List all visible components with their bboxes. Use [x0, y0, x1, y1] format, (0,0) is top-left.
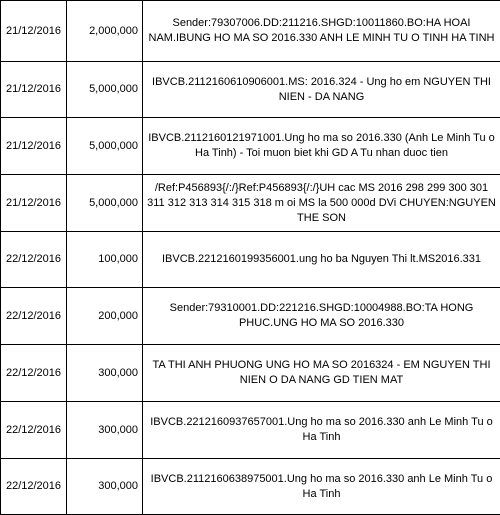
row-description: Sender:79307006.DD:211216.SHGD:10011860.BO:HA HOAI NAM.IBUNG HO MA SO 2016.330 ANH LE MINH TU O TINH HA TINH [143, 1, 500, 62]
row-amount: 100,000 [67, 232, 143, 288]
row-amount: 2,000,000 [67, 1, 143, 62]
row-amount: 300,000 [67, 459, 143, 515]
row-amount: 5,000,000 [67, 118, 143, 175]
row-date: 22/12/2016 [1, 288, 67, 345]
row-description: TA THI ANH PHUONG UNG HO MA SO 2016324 - EM NGUYEN THI NIEN O DA NANG GD TIEN MAT [143, 345, 500, 402]
row-amount: 300,000 [67, 345, 143, 402]
table-row [1, 232, 500, 288]
donation-table-body [1, 1, 500, 515]
row-date: 22/12/2016 [1, 345, 67, 402]
row-description: IBVCB.2112160121971001.Ung ho ma so 2016.330 (Anh Le Minh Tu o Ha Tinh) - Toi muon biet khi GD A Tu nhan duoc tien [143, 118, 500, 175]
row-description: IBVCB.2112160610906001.MS: 2016.324 - Ung ho em NGUYEN THI NIEN - DA NANG [143, 62, 500, 118]
table-row [1, 1, 500, 62]
row-amount: 5,000,000 [67, 62, 143, 118]
row-description: Sender:79310001.DD:221216.SHGD:10004988.BO:TA HONG PHUC.UNG HO MA SO 2016.330 [143, 288, 500, 345]
row-date: 21/12/2016 [1, 62, 67, 118]
row-description: /Ref:P456893{/:/}Ref:P456893{/:/}UH cac MS 2016 298 299 300 301 311 312 313 314 315 318 m oi MS la 500 000d DVi CHUYEN:NGUYEN THE SON [143, 175, 500, 232]
row-description: IBVCB.2112160638975001.Ung ho ma so 2016.330 anh Le Minh Tu o Ha Tinh [143, 459, 500, 515]
row-amount: 200,000 [67, 288, 143, 345]
row-date: 21/12/2016 [1, 118, 67, 175]
row-date: 22/12/2016 [1, 232, 67, 288]
row-date: 21/12/2016 [1, 1, 67, 62]
row-description: IBVCB.2212160199356001.ung ho ba Nguyen Thi lt.MS2016.331 [143, 232, 500, 288]
table-row [1, 118, 500, 175]
row-amount: 300,000 [67, 402, 143, 459]
table-row [1, 175, 500, 232]
row-date: 21/12/2016 [1, 175, 67, 232]
row-amount: 5,000,000 [67, 175, 143, 232]
row-date: 22/12/2016 [1, 402, 67, 459]
table-row [1, 345, 500, 402]
table-row [1, 288, 500, 345]
table-row [1, 62, 500, 118]
table-row [1, 459, 500, 515]
row-date: 22/12/2016 [1, 459, 67, 515]
table-row [1, 402, 500, 459]
row-description: IBVCB.2212160937657001.Ung ho ma so 2016.330 anh Le Minh Tu o Ha Tinh [143, 402, 500, 459]
